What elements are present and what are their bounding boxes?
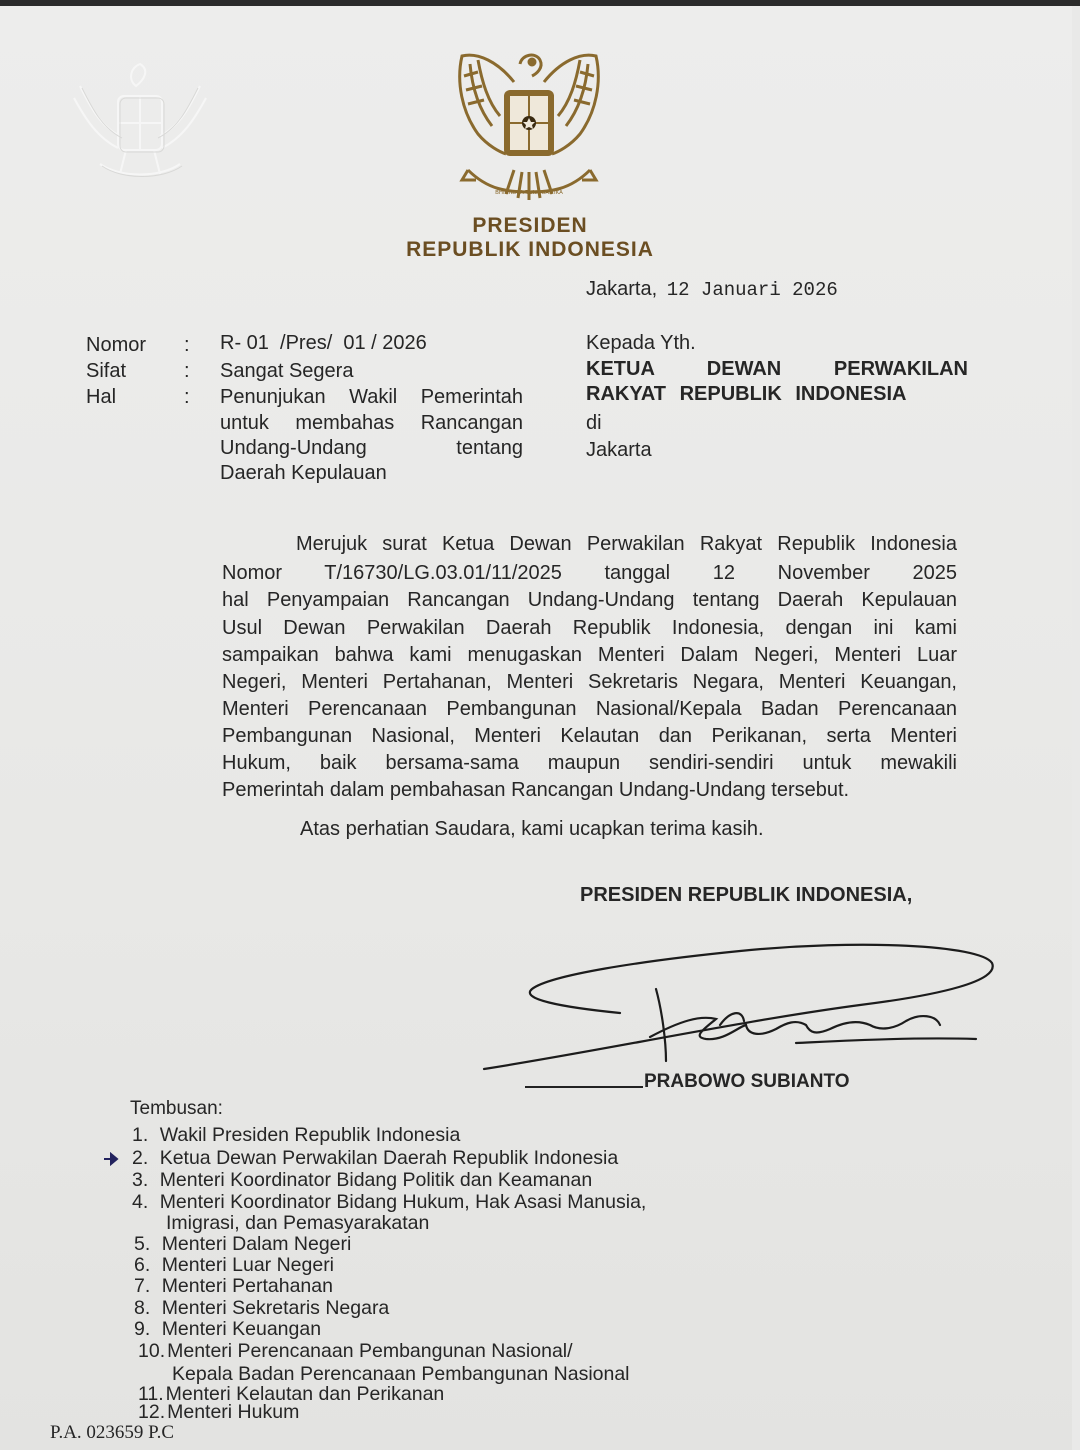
embossed-seal-icon xyxy=(60,46,220,206)
tembusan-item-cont: Imigrasi, dan Pemasyarakatan xyxy=(166,1212,430,1234)
hal-line: Daerah Kepulauan xyxy=(220,462,387,484)
tembusan-item-cont: Kepala Badan Perencanaan Pembangunan Nasional xyxy=(172,1363,630,1385)
handwritten-signature xyxy=(480,941,1010,1081)
closing-sentence: Atas perhatian Saudara, kami ucapkan terima kasih. xyxy=(300,818,764,840)
hal-line: Undang-Undang tentang xyxy=(220,437,523,459)
recipient-kepada: Kepada Yth. xyxy=(586,332,696,354)
sifat-value: Sangat Segera xyxy=(220,360,354,382)
body-line: Pemerintah dalam pembahasan Rancangan Undang-Undang tersebut. xyxy=(222,779,850,801)
letter-page xyxy=(0,6,1072,1450)
colon: : xyxy=(184,360,190,382)
pointer-arrow-icon xyxy=(103,1152,123,1166)
tembusan-item: 10. Menteri Perencanaan Pembangunan Nasional/ xyxy=(138,1340,573,1362)
nomor-value: R- 01 /Pres/ 01 / 2026 xyxy=(220,332,427,354)
reference-code: P.A. 023659 P.C xyxy=(50,1422,175,1443)
hal-line: Penunjukan Wakil Pemerintah xyxy=(220,386,523,408)
date: 12 Januari 2026 xyxy=(666,279,838,301)
recipient-city: Jakarta xyxy=(586,439,652,461)
tembusan-item: 6. Menteri Luar Negeri xyxy=(134,1254,335,1276)
tembusan-item: 8. Menteri Sekretaris Negara xyxy=(134,1297,390,1319)
sifat-label: Sifat xyxy=(86,360,127,382)
body-line: Negeri, Menteri Pertahanan, Menteri Sekretaris Negara, Menteri Keuangan, xyxy=(222,671,957,693)
signatory-name: PRABOWO SUBIANTO xyxy=(644,1071,850,1092)
recipient-di: di xyxy=(586,412,602,434)
body-line: Merujuk surat Ketua Dewan Perwakilan Rakyat Republik Indonesia xyxy=(296,533,957,555)
tembusan-label: Tembusan: xyxy=(130,1098,223,1119)
body-line: Nomor T/16730/LG.03.01/11/2025 tanggal 12 November 2025 xyxy=(222,562,957,584)
tembusan-item: 11. Menteri Kelautan dan Perikanan xyxy=(138,1383,445,1405)
tembusan-item: 2. Ketua Dewan Perwakilan Daerah Republik Indonesia xyxy=(132,1147,619,1169)
signature-underline xyxy=(525,1086,643,1088)
recipient-line2: RAKYAT REPUBLIK INDONESIA xyxy=(586,383,907,405)
tembusan-item: 3. Menteri Koordinator Bidang Politik dan Keamanan xyxy=(132,1169,593,1191)
colon: : xyxy=(184,386,190,408)
body-line: Usul Dewan Perwakilan Daerah Republik Indonesia, dengan ini kami xyxy=(222,617,957,639)
body-line: Menteri Perencanaan Pembangunan Nasional/Kepala Badan Perencanaan xyxy=(222,698,957,720)
tembusan-item: 7. Menteri Pertahanan xyxy=(134,1275,333,1297)
body-line: Hukum, baik bersama-sama maupun sendiri-sendiri untuk mewakili xyxy=(222,752,957,774)
signature-title: PRESIDEN REPUBLIK INDONESIA, xyxy=(580,884,913,906)
header-title-line2: REPUBLIK INDONESIA xyxy=(406,238,654,261)
tembusan-item: 12. Menteri Hukum xyxy=(138,1401,300,1423)
place: Jakarta, xyxy=(586,278,658,300)
recipient-line1: KETUA DEWAN PERWAKILAN xyxy=(586,358,968,380)
tembusan-item: 9. Menteri Keuangan xyxy=(134,1318,322,1340)
colon: : xyxy=(184,334,190,356)
header-title-line1: PRESIDEN xyxy=(472,214,588,237)
garuda-emblem-icon xyxy=(448,42,610,208)
emblem-motto: BHINNEKA TUNGGAL IKA xyxy=(495,190,563,196)
hal-label: Hal xyxy=(86,386,117,408)
tembusan-item: 4. Menteri Koordinator Bidang Hukum, Hak Asasi Manusia, xyxy=(132,1191,647,1213)
body-line: Pembangunan Nasional, Menteri Kelautan dan Perikanan, serta Menteri xyxy=(222,725,957,747)
tembusan-item: 5. Menteri Dalam Negeri xyxy=(134,1233,352,1255)
hal-line: untuk membahas Rancangan xyxy=(220,412,523,434)
body-line: hal Penyampaian Rancangan Undang-Undang tentang Daerah Kepulauan xyxy=(222,589,957,611)
tembusan-item: 1. Wakil Presiden Republik Indonesia xyxy=(132,1124,461,1146)
place-date xyxy=(586,278,838,301)
body-line: sampaikan bahwa kami menugaskan Menteri Dalam Negeri, Menteri Luar xyxy=(222,644,957,666)
nomor-label: Nomor xyxy=(86,334,147,356)
